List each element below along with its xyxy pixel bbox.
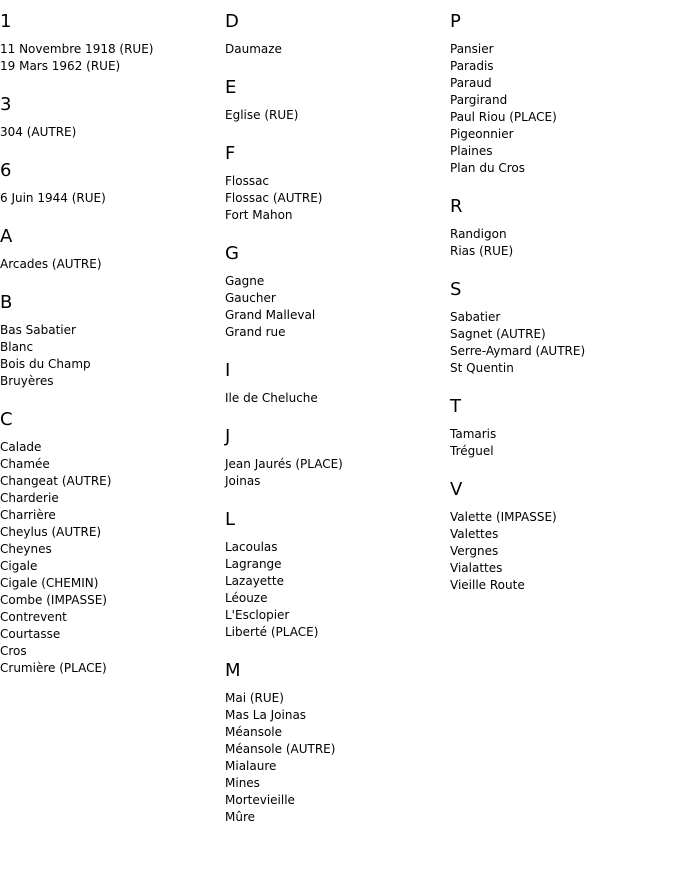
street-list [225,690,445,826]
letter-heading: G [225,243,239,264]
street-link[interactable]: Paul Riou (PLACE) [450,110,557,124]
street-link[interactable]: Sabatier [450,310,501,324]
street-link[interactable]: Mortevieille [225,793,295,807]
street-link[interactable]: Blanc [0,340,34,354]
street-list [450,226,670,260]
street-link[interactable]: Mas La Joinas [225,708,307,722]
letter-section [0,160,220,207]
letter-heading: V [450,479,463,500]
letter-heading: E [225,77,237,98]
street-link[interactable]: Changeat (AUTRE) [0,474,112,488]
letter-section [0,292,220,390]
letter-section [450,396,670,460]
street-list [225,107,445,124]
street-list [225,456,445,490]
street-link[interactable]: Flossac (AUTRE) [225,191,323,205]
street-list [450,41,670,177]
street-link[interactable]: Crumière (PLACE) [0,661,107,675]
letter-section [225,509,445,641]
letter-section [450,279,670,377]
street-link[interactable]: Sagnet (AUTRE) [450,327,546,341]
letter-heading: L [225,509,236,530]
street-link[interactable]: Flossac [225,174,270,188]
street-link[interactable]: Vieille Route [450,578,525,592]
street-link[interactable]: L'Esclopier [225,608,290,622]
street-link[interactable]: Grand Malleval [225,308,316,322]
street-list [0,439,220,677]
street-link[interactable]: Grand rue [225,325,286,339]
letter-section [225,77,445,124]
letter-heading: D [225,11,239,32]
street-link[interactable]: Mûre [225,810,256,824]
street-link[interactable]: Cigale [0,559,38,573]
letter-heading: R [450,196,463,217]
street-link[interactable]: 11 Novembre 1918 (RUE) [0,42,154,56]
street-link[interactable]: Plaines [450,144,493,158]
street-link[interactable]: Cros [0,644,27,658]
street-link[interactable]: Lacoulas [225,540,278,554]
street-list [225,539,445,641]
letter-heading: 6 [0,160,12,181]
letter-section [225,143,445,224]
letter-section [0,409,220,677]
street-link[interactable]: Mines [225,776,260,790]
street-index-column-2 [225,0,445,826]
street-list [0,124,220,141]
street-link[interactable]: Arcades (AUTRE) [0,257,102,271]
street-link[interactable]: Charrière [0,508,56,522]
street-link[interactable]: Plan du Cros [450,161,526,175]
street-link[interactable]: Charderie [0,491,59,505]
street-link[interactable]: Serre-Aymard (AUTRE) [450,344,586,358]
street-link[interactable]: 304 (AUTRE) [0,125,77,139]
street-link[interactable]: 6 Juin 1944 (RUE) [0,191,106,205]
street-link[interactable]: Léouze [225,591,268,605]
street-link[interactable]: Eglise (RUE) [225,108,299,122]
street-link[interactable]: Bruyères [0,374,54,388]
street-link[interactable]: Gagne [225,274,265,288]
street-link[interactable]: Pargirand [450,93,508,107]
street-link[interactable]: Lazayette [225,574,284,588]
street-link[interactable]: Chamée [0,457,50,471]
letter-section [225,360,445,407]
street-link[interactable]: Cheynes [0,542,52,556]
street-link[interactable]: Rias (RUE) [450,244,514,258]
street-list [0,322,220,390]
street-link[interactable]: Lagrange [225,557,282,571]
letter-section [0,94,220,141]
letter-heading: 3 [0,94,12,115]
street-link[interactable]: Bois du Champ [0,357,91,371]
letter-section [225,426,445,490]
letter-heading: I [225,360,231,381]
letter-heading: 1 [0,11,12,32]
street-list [450,426,670,460]
street-index-column-1 [0,0,220,677]
street-link[interactable]: Fort Mahon [225,208,293,222]
street-link[interactable]: Tamaris [450,427,497,441]
street-list [225,41,445,58]
street-index-column-3 [450,0,670,594]
street-link[interactable]: Ile de Cheluche [225,391,318,405]
street-link[interactable]: Vialattes [450,561,503,575]
street-list [0,256,220,273]
street-list [225,273,445,341]
street-link[interactable]: Contrevent [0,610,67,624]
street-link[interactable]: Pigeonnier [450,127,514,141]
street-link[interactable]: Daumaze [225,42,282,56]
street-link[interactable]: Valettes [450,527,499,541]
street-link[interactable]: Randigon [450,227,507,241]
street-link[interactable]: Courtasse [0,627,61,641]
street-link[interactable]: Pansier [450,42,494,56]
street-link[interactable]: Joinas [225,474,261,488]
letter-heading: B [0,292,13,313]
letter-section [225,660,445,826]
letter-heading: S [450,279,462,300]
letter-section [450,479,670,594]
street-link[interactable]: St Quentin [450,361,514,375]
street-link[interactable]: Paradis [450,59,494,73]
street-link[interactable]: Gaucher [225,291,276,305]
letter-heading: P [450,11,461,32]
street-link[interactable]: Combe (IMPASSE) [0,593,107,607]
letter-heading: F [225,143,236,164]
street-link[interactable]: Tréguel [450,444,494,458]
street-list [450,509,670,594]
letter-heading: C [0,409,13,430]
street-link[interactable]: Mialaure [225,759,277,773]
street-link[interactable]: Liberté (PLACE) [225,625,319,639]
letter-heading: T [450,396,461,417]
street-link[interactable]: Méansole [225,725,283,739]
street-list [0,190,220,207]
letter-section [225,243,445,341]
street-link[interactable]: Cheylus (AUTRE) [0,525,102,539]
letter-heading: A [0,226,13,247]
street-list [225,390,445,407]
street-link[interactable]: Vergnes [450,544,499,558]
letter-section [0,11,220,75]
letter-section [225,11,445,58]
street-link[interactable]: Mai (RUE) [225,691,284,705]
street-link[interactable]: Cigale (CHEMIN) [0,576,99,590]
street-list [450,309,670,377]
street-link[interactable]: Méansole (AUTRE) [225,742,336,756]
street-link[interactable]: Valette (IMPASSE) [450,510,557,524]
letter-section [450,11,670,177]
street-link[interactable]: Paraud [450,76,492,90]
street-link[interactable]: Calade [0,440,42,454]
letter-section [0,226,220,273]
letter-heading: M [225,660,241,681]
letter-section [450,196,670,260]
street-link[interactable]: Jean Jaurés (PLACE) [225,457,343,471]
letter-heading: J [225,426,231,447]
street-link[interactable]: 19 Mars 1962 (RUE) [0,59,121,73]
street-link[interactable]: Bas Sabatier [0,323,76,337]
street-list [225,173,445,224]
street-list [0,41,220,75]
